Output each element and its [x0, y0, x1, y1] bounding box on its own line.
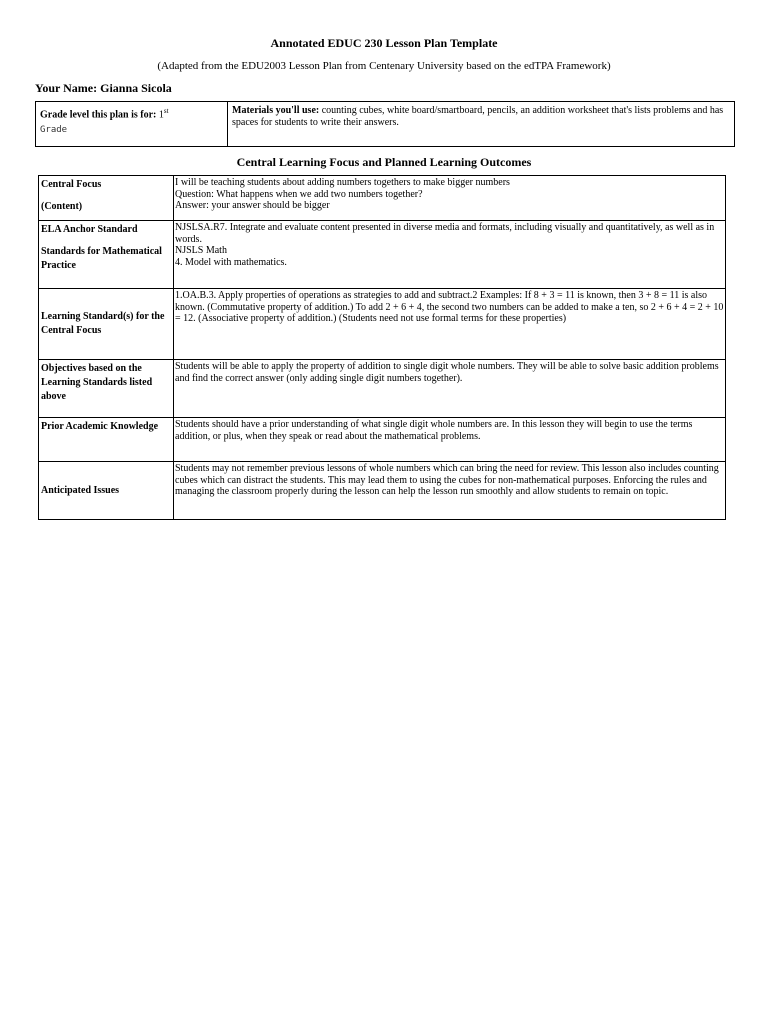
ela-anchor-label: ELA Anchor Standard — [41, 224, 138, 235]
standards-value-cell — [174, 221, 726, 289]
grade-word: Grade — [40, 125, 68, 136]
njsls-math-text: NJSLS Math — [175, 245, 227, 256]
prior-knowledge-value-cell — [174, 418, 726, 462]
prior-knowledge-text: Students should have a prior understanding of what single digit whole numbers are. In this lesson they will begin to use the terms addition, or plus, when they speak or read about the mathematical problems. — [175, 419, 693, 442]
table-row-learning-standards — [39, 289, 726, 360]
anticipated-issues-label: Anticipated Issues — [41, 484, 120, 496]
anticipated-issues-text: Students may not remember previous lessons of whole numbers which can bring the need for review. This lesson also includes counting cubes which can distract the students. This may lead them to using the cubes for non-mathematical purposes. Enforcing the rules and managing the classroom properly during the lesson can help the lesson run smoothly and allow students to remain on topic. — [175, 463, 719, 497]
table-row-standards — [39, 221, 726, 289]
anticipated-issues-value-cell — [174, 462, 726, 520]
math-practice-label: Standards for Mathematical Practice — [41, 246, 162, 271]
your-name: Your Name: Gianna Sicola — [35, 81, 172, 95]
document-title: Annotated EDUC 230 Lesson Plan Template — [270, 36, 498, 50]
central-focus-sublabel: (Content) — [41, 201, 83, 212]
objectives-label-cell — [39, 360, 174, 418]
math-practice-text: 4. Model with mathematics. — [175, 256, 287, 268]
document-subtitle: (Adapted from the EDU2003 Lesson Plan from Centenary University based on the edTPA Framework) — [157, 60, 611, 72]
learning-standards-label: Learning Standard(s) for the Central Focus — [41, 311, 165, 336]
central-focus-answer: Answer: your answer should be bigger — [175, 200, 330, 211]
learning-standards-label-cell — [39, 289, 174, 360]
materials-value: counting cubes, white board/smartboard, pencils, an addition worksheet that's lists problems and has spaces for students to write their answers. — [232, 105, 724, 128]
focus-table — [38, 175, 726, 520]
materials-label: Materials you'll use: — [232, 105, 320, 116]
objectives-value-cell — [174, 360, 726, 418]
table-row-prior-knowledge — [39, 418, 726, 462]
section-heading: Central Learning Focus and Planned Learning Outcomes — [236, 155, 532, 169]
central-focus-label: Central Focus — [41, 179, 102, 190]
standards-label-cell — [39, 221, 174, 289]
central-focus-question: Question: What happens when we add two numbers together? — [175, 188, 423, 200]
table-row-objectives — [39, 360, 726, 418]
materials-cell — [228, 102, 735, 147]
table-row-anticipated-issues — [39, 462, 726, 520]
grade-level-label: Grade level this plan is for: — [40, 109, 157, 121]
central-focus-line: I will be teaching students about adding numbers togethers to make bigger numbers — [175, 177, 510, 188]
learning-standards-value-cell — [174, 289, 726, 360]
objectives-text: Students will be able to apply the property of addition to single digit whole numbers. They will be able to solve basic addition problems and find the correct answer (only adding single digit numbers together). — [175, 361, 719, 384]
prior-knowledge-label: Prior Academic Knowledge — [41, 421, 159, 432]
objectives-label: Objectives based on the Learning Standards listed above — [41, 363, 153, 402]
ela-standard-text: NJSLSA.R7. Integrate and evaluate content presented in diverse media and formats, including visually and quantitatively, as well as in words. — [175, 222, 715, 245]
central-focus-value-cell — [174, 176, 726, 221]
prior-knowledge-label-cell — [39, 418, 174, 462]
grade-level-value: 1 — [158, 109, 164, 121]
grade-level-cell — [36, 102, 228, 147]
learning-standards-text: 1.OA.B.3. Apply properties of operations as strategies to add and subtract.2 Examples: If 8 + 3 = 11 is known, then 3 + 8 = 11 is also known. (Commutative property of addition.) To add 2 + 6 + 4, the second two numbers can be added to make a ten, so 2 + 6 + 4 = 2 + 10 = 12. (Associative property of addition.) (Students need not use formal terms for these properties) — [175, 290, 724, 324]
central-focus-label-cell — [39, 176, 174, 221]
info-table — [35, 101, 735, 147]
table-row-central-focus — [39, 176, 726, 221]
grade-level-suffix: st — [163, 107, 169, 115]
info-row — [36, 102, 735, 147]
anticipated-issues-label-cell — [39, 462, 174, 520]
